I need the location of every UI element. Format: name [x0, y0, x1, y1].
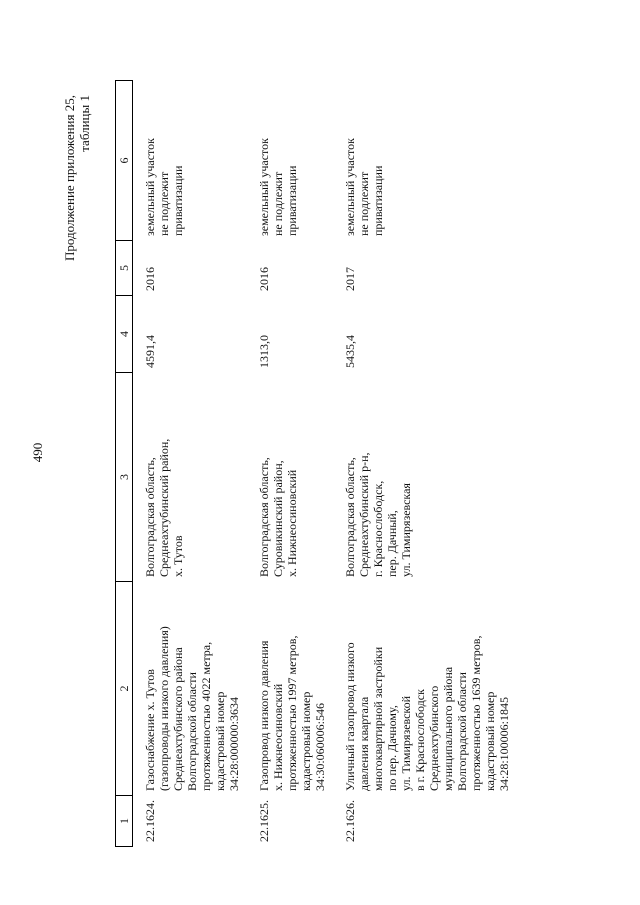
continuation-line-1: Продолжение приложения 25, [62, 95, 77, 262]
object-value: 1313,0 [257, 335, 271, 368]
object-value: 5435,4 [343, 335, 357, 368]
object-address: Волгоградская область, Суровикинский район, х. Нижнеосиновский [257, 457, 299, 577]
col-header-2: 2 [116, 582, 133, 796]
object-name: Газопровод низкого давления х. Нижнеосиновский протяженностью 1997 метров, кадастровый номер 34:30:060006:546 [257, 635, 327, 791]
object-year: 2017 [343, 267, 357, 291]
object-address: Волгоградская область, Среднеахтубинский р-н, г. Краснослободск, пер. Дачный, ул. Тимирязевская [343, 452, 413, 577]
continuation-line-2: таблицы 1 [77, 95, 92, 152]
col-header-6: 6 [116, 81, 133, 241]
object-year: 2016 [143, 267, 157, 291]
row-number: 22.1624. [143, 800, 157, 842]
page-number: 490 [30, 442, 45, 463]
table-row [247, 81, 333, 847]
col-header-4: 4 [116, 296, 133, 373]
object-note: земельный участок не подлежит приватизации [257, 138, 299, 236]
object-year: 2016 [257, 267, 271, 291]
object-value: 4591,4 [143, 335, 157, 368]
property-register-table [115, 80, 517, 847]
col-header-1: 1 [116, 796, 133, 847]
col-header-5: 5 [116, 241, 133, 296]
table-row [133, 81, 248, 847]
table-header-row [116, 81, 133, 847]
object-address: Волгоградская область, Среднеахтубинский район, х. Тутов [143, 438, 185, 577]
row-number: 22.1625. [257, 800, 271, 842]
object-note: земельный участок не подлежит приватизации [343, 138, 385, 236]
object-note: земельный участок не подлежит приватизации [143, 138, 185, 236]
col-header-3: 3 [116, 373, 133, 582]
table-row [333, 81, 517, 847]
object-name: Уличный газопровод низкого давления квартала многоквартирной застройки по пер. Дачному, ул. Тимирязевской в г. Краснослободск Среднеахтубинского муниципального района Волгоградской области протяженностью 1639 метров, кадастровый номер 34:28:100006:1845 [343, 635, 511, 791]
continuation-caption [62, 95, 92, 261]
row-number: 22.1626. [343, 800, 357, 842]
object-name: Газоснабжение х. Тутов (газопроводы низкого давления) Среднеахтубинского района Волгоградской области протяженностью 4022 метра, кадастровый номер 34:28:000000:3634 [143, 626, 241, 791]
